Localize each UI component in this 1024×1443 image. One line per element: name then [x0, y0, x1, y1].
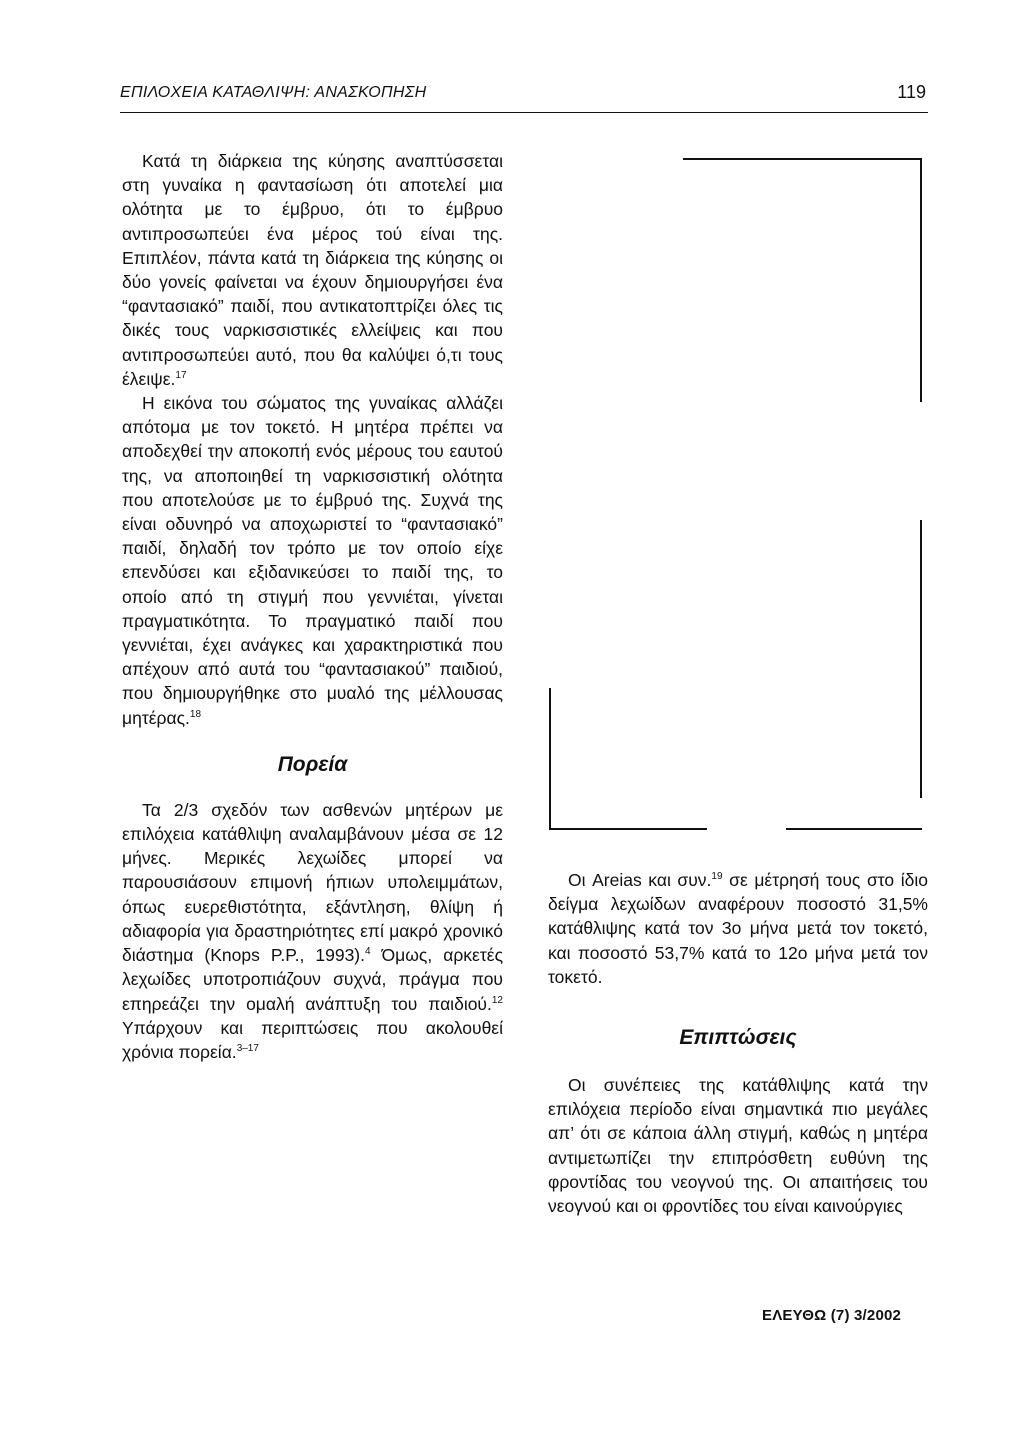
frame-left-line [549, 688, 551, 828]
frame-bottom-line-right [786, 828, 922, 830]
paragraph [122, 798, 503, 1064]
frame-top-line [683, 158, 921, 160]
section-heading: Πορεία [277, 752, 348, 776]
paragraph [548, 868, 928, 989]
paragraph-text: Οι Areias και συν. [568, 870, 712, 890]
paragraph-text: Όμως, αρκετές λεχωίδες υποτροπιάζουν συχνά, πράγμα που επηρεάζει την ομαλή ανάπτυξη του παιδιού. [122, 945, 504, 1014]
paragraph-text: Κατά τη διάρκεια της κύησης αναπτύσσεται στη γυναίκα η φαντασίωση ότι αποτελεί μια ολότητα με το έμβρυο, ότι το έμβρυο αντιπροσωπεύει ένα μέρος τού είναι της. Επιπλέον, πάντα κατά τη διάρκεια της κύησης οι δύο γονείς φαίνεται να έχουν δημιουργήσει ένα “φαντασιακό” παιδί, που αντικατοπτρίζει όλες τις δικές τους ναρκισσιστικές ελλείψεις και που αντιπροσωπεύει αυτό, που θα καλύψει ό,τι τους έλειψε. [122, 151, 503, 389]
footnote-ref: 17 [175, 370, 187, 381]
paragraph [548, 1073, 928, 1218]
footnote-ref: 4 [365, 946, 371, 958]
paragraph [122, 391, 503, 730]
footnote-ref: 18 [189, 708, 202, 720]
right-column [548, 868, 928, 1218]
left-column [122, 149, 503, 1064]
paragraph-text: σε μέτρησή τους στο ίδιο δείγμα λεχωίδων αναφέρουν ποσοστό 31,5% κατάθλιψης κατά τον 3ο μήνα μετά τον τοκετό, και ποσοστό 53,7% κατά το 12ο μήνα μετά τον τοκετό. [548, 870, 928, 987]
page-number: 119 [897, 82, 926, 102]
frame-right-line-upper [920, 158, 922, 402]
paragraph [122, 149, 503, 391]
section-heading: Επιπτώσεις [679, 1026, 797, 1050]
paragraph-text: Τα 2/3 σχεδόν των ασθενών μητέρων με επιλόχεια κατάθλιψη αναλαμβάνουν μέσα σε 12 μήνες. Μερικές λεχωίδες μπορεί να παρουσιάσουν επιμονή ήπιων υπολειμμάτων, όπως ευερεθιστότητα, εξάντληση, θλίψη ή αδιαφορία για δραστηριότητες επί μακρό χρονικό διάστημα (Knops P.P., 1993). [122, 799, 503, 966]
paragraph-text: Υπάρχουν και περιπτώσεις που ακολουθεί χρόνια πορεία. [122, 1017, 503, 1062]
frame-right-line-lower [920, 520, 922, 798]
page-header [120, 82, 928, 113]
footnote-ref: 19 [711, 871, 723, 883]
journal-footer: ΕΛΕΥΘΩ (7) 3/2002 [762, 1307, 902, 1324]
paragraph-text: Η εικόνα του σώματος της γυναίκας αλλάζει απότομα με τον τοκετό. Η μητέρα πρέπει να αποδεχθεί την αποκοπή ενός μέρους του εαυτού της, να αποποιηθεί τη ναρκισσιστική ολότητα που αποτελούσε με το έμβρυό της. Συχνά της είναι οδυνηρό να αποχωριστεί το “φαντασιακό” παιδί, δηλαδή τον τρόπο με τον οποίο είχε επενδύσει και εξιδανικεύσει το παιδί της, το οποίο από τη στιγμή που γεννιέται, γίνεται πραγματικότητα. Το πραγματικό παιδί που γεννιέται, έχει ανάγκες και χαρακτηριστικά που απέχουν από αυτά του “φαντασιακού” παιδιού, που δημιουργήθηκε στο μυαλό της μέλλουσας μητέρας. [122, 393, 503, 728]
running-head: ΕΠΙΛΟΧΕΙΑ ΚΑΤΑΘΛΙΨΗ: ΑΝΑΣΚΟΠΗΣΗ [120, 84, 427, 101]
paragraph-text: Οι συνέπειες της κατάθλιψης κατά την επιλόχεια περίοδο είναι σημαντικά πιο μεγάλες απ’ ότι σε κάποια άλλη στιγμή, καθώς η μητέρα αντιμετωπίζει την επιπρόσθετη ευθύνη της φροντίδας του νεογνού της. Οι απαιτήσεις του νεογνού και οι φροντίδες του είναι καινούργιες [548, 1075, 928, 1217]
footnote-ref: 12 [491, 994, 503, 1006]
footnote-ref: 3–17 [236, 1043, 259, 1055]
frame-bottom-line-left [549, 828, 707, 830]
